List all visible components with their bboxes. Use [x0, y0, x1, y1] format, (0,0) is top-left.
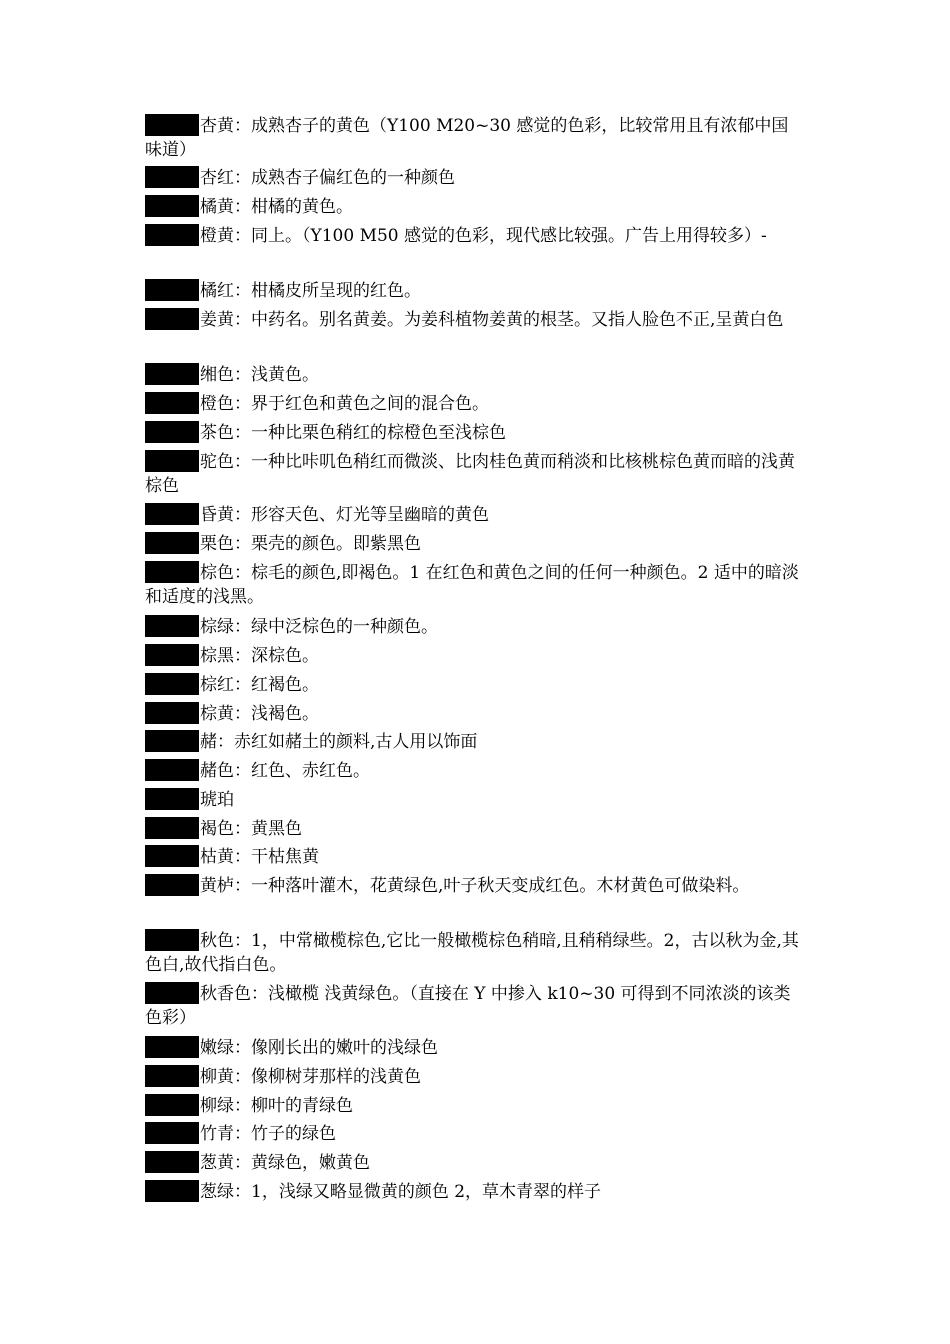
entry-lise [145, 532, 805, 556]
color-swatch [145, 1122, 199, 1144]
color-swatch [145, 392, 199, 414]
color-swatch [145, 845, 199, 867]
color-swatch [145, 702, 199, 724]
entry-qiuxiangse [145, 982, 805, 1030]
entry-text: 昏黄：形容天色、灯光等呈幽暗的黄色 [200, 505, 489, 525]
entry-text: 杏红：成熟杏子偏红色的一种颜色 [200, 168, 455, 188]
entry-liulv [145, 1094, 805, 1118]
entry-text: 棕黄：浅褐色。 [200, 704, 319, 724]
entry-text: 橘黄：柑橘的黄色。 [200, 197, 353, 217]
entry-text: 赭色：红色、赤红色。 [200, 761, 370, 781]
entry-huanglu [145, 874, 805, 898]
color-swatch [145, 1151, 199, 1173]
entry-text: 竹青：竹子的绿色 [200, 1124, 336, 1144]
entry-text: 姜黄：中药名。别名黄姜。为姜科植物姜黄的根茎。又指人脸色不正,呈黄白色 [200, 310, 784, 330]
entry-text: 嫩绿：像刚长出的嫩叶的浅绿色 [200, 1038, 438, 1058]
entry-xiangse [145, 363, 805, 387]
entry-text: 棕绿：绿中泛棕色的一种颜色。 [200, 617, 438, 637]
entry-text: 琥珀 [200, 790, 234, 810]
entry-juhong [145, 279, 805, 303]
color-swatch [145, 561, 199, 583]
color-swatch [145, 1094, 199, 1116]
entry-zonghong [145, 673, 805, 697]
entry-chengse [145, 392, 805, 416]
entry-text: 橘红：柑橘皮所呈现的红色。 [200, 281, 421, 301]
entry-zhese [145, 759, 805, 783]
entry-zonghuang [145, 702, 805, 726]
color-swatch [145, 874, 199, 896]
entry-text: 枯黄：干枯焦黄 [200, 847, 319, 867]
entry-text: 葱黄：黄绿色，嫩黄色 [200, 1153, 370, 1173]
color-swatch [145, 195, 199, 217]
color-swatch [145, 532, 199, 554]
entry-text: 棕红：红褐色。 [200, 675, 319, 695]
color-swatch [145, 224, 199, 246]
color-swatch [145, 673, 199, 695]
entry-xinghong [145, 166, 805, 190]
color-swatch [145, 308, 199, 330]
entry-zhe [145, 730, 805, 754]
entry-conghuang [145, 1151, 805, 1175]
entry-liuhuang [145, 1065, 805, 1089]
color-swatch [145, 450, 199, 472]
color-swatch [145, 759, 199, 781]
color-swatch [145, 1065, 199, 1087]
color-swatch [145, 730, 199, 752]
entry-text: 褐色：黄黑色 [200, 819, 302, 839]
color-swatch [145, 929, 199, 951]
entry-text: 秋色：1，中常橄榄棕色,它比一般橄榄棕色稍暗,且稍稍绿些。2，古以秋为金,其色白,故代指白色。 [145, 931, 799, 975]
entry-text: 棕黑：深棕色。 [200, 646, 319, 666]
color-swatch [145, 279, 199, 301]
entry-text: 柳黄：像柳树芽那样的浅黄色 [200, 1067, 421, 1087]
color-swatch [145, 644, 199, 666]
entry-chase [145, 421, 805, 445]
entry-nenlv [145, 1036, 805, 1060]
color-swatch [145, 982, 199, 1004]
entry-text: 驼色：一种比咔叽色稍红而微淡、比肉桂色黄而稍淡和比核桃棕色黄而暗的浅黄棕色 [145, 452, 795, 496]
color-swatch [145, 503, 199, 525]
entry-text: 栗色：栗壳的颜色。即紫黑色 [200, 534, 421, 554]
entry-zonglv [145, 615, 805, 639]
entry-conglv [145, 1180, 805, 1204]
color-swatch [145, 421, 199, 443]
entry-tuose [145, 450, 805, 498]
entry-text: 黄栌：一种落叶灌木，花黄绿色,叶子秋天变成红色。木材黄色可做染料。 [200, 876, 750, 896]
entry-text: 缃色：浅黄色。 [200, 365, 319, 385]
entry-hese [145, 817, 805, 841]
entry-text: 橙黄：同上。（Y100 M50 感觉的色彩，现代感比较强。广告上用得较多）- [200, 226, 767, 246]
entry-qiuse [145, 929, 805, 977]
entry-kuhuang [145, 845, 805, 869]
entry-text: 棕色：棕毛的颜色,即褐色。1 在红色和黄色之间的任何一种颜色。2 适中的暗淡和适度的浅黑。 [145, 563, 799, 607]
entry-zonghei [145, 644, 805, 668]
entry-text: 葱绿：1，浅绿又略显微黄的颜色 2，草木青翠的样子 [200, 1182, 602, 1202]
entry-jianghuang [145, 308, 805, 332]
entry-text: 茶色：一种比栗色稍红的棕橙色至浅棕色 [200, 423, 506, 443]
entry-chenghuang [145, 224, 805, 248]
entry-text: 柳绿：柳叶的青绿色 [200, 1096, 353, 1116]
entry-text: 赭：赤红如赭土的颜料,古人用以饰面 [200, 732, 478, 752]
entry-text: 秋香色：浅橄榄 浅黄绿色。（直接在 Y 中掺入 k10~30 可得到不同浓淡的该类色彩） [145, 984, 791, 1028]
color-swatch [145, 363, 199, 385]
color-swatch [145, 166, 199, 188]
entry-zhuqing [145, 1122, 805, 1146]
entry-text: 橙色：界于红色和黄色之间的混合色。 [200, 394, 489, 414]
color-swatch [145, 817, 199, 839]
color-swatch [145, 114, 199, 136]
entry-xinghuang [145, 114, 805, 162]
entry-zongse [145, 561, 805, 609]
color-swatch [145, 788, 199, 810]
entry-text: 杏黄：成熟杏子的黄色（Y100 M20~30 感觉的色彩，比较常用且有浓郁中国味道） [145, 116, 789, 160]
color-swatch [145, 1036, 199, 1058]
entry-hunhuang [145, 503, 805, 527]
color-swatch [145, 1180, 199, 1202]
entry-juhuang [145, 195, 805, 219]
entry-hupo [145, 788, 805, 812]
color-swatch [145, 615, 199, 637]
